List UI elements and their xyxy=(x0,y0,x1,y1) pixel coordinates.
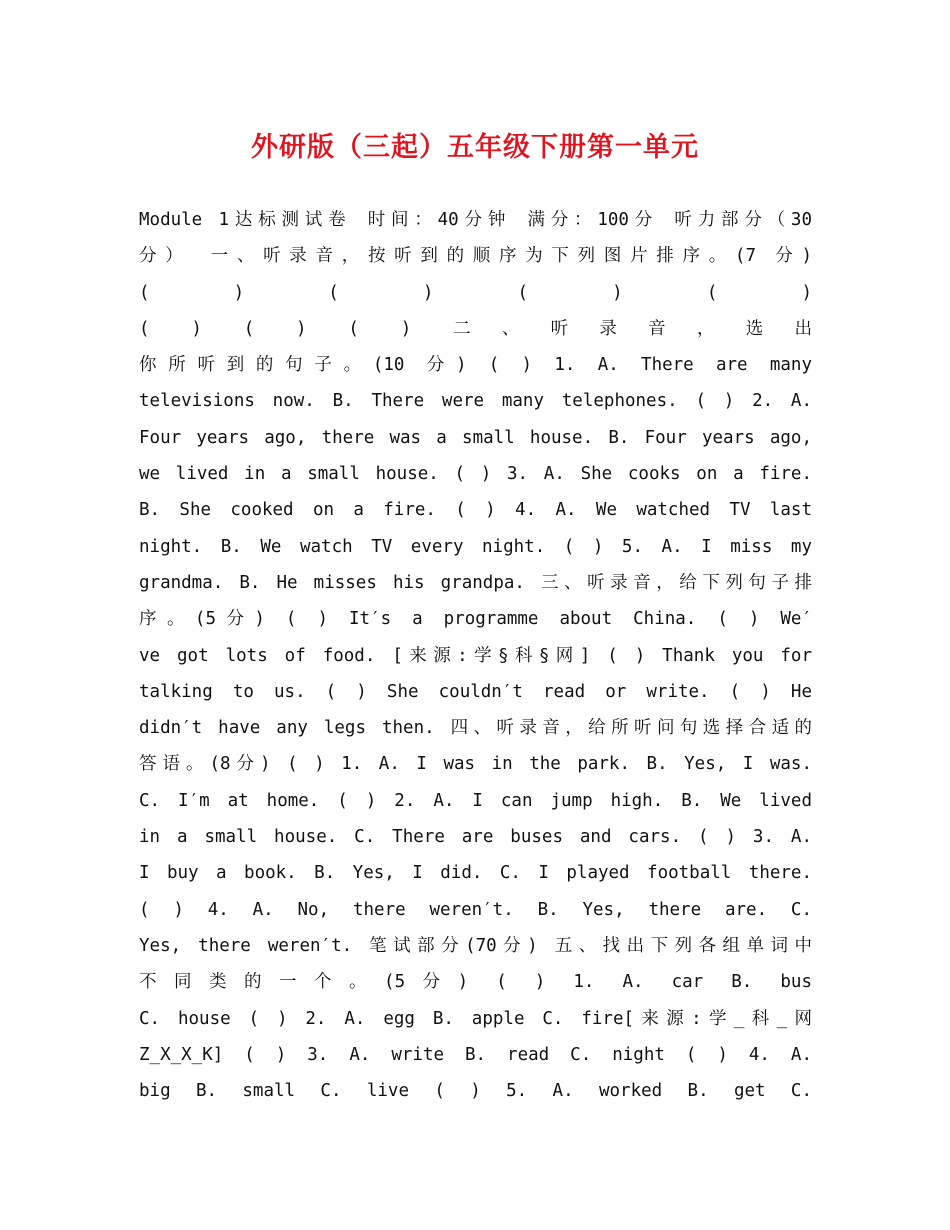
text-line: 分） 一、听录音，按听到的顺序为下列图片排序。(7 分) xyxy=(139,246,812,267)
text-line: C. house ( ) 2. A. egg B. apple C. fire[来源:学_科_网 xyxy=(139,1008,812,1029)
text-line: 你所听到的句子。(10 分) ( ) 1. A. There are many xyxy=(139,355,812,376)
document-body xyxy=(139,202,812,1109)
text-line: grandma. B. He misses his grandpa. 三、听录音，给下列句子排 xyxy=(139,572,812,593)
text-line: 答语。(8分) ( ) 1. A. I was in the park. B. Yes, I was. xyxy=(139,754,812,775)
text-line: 不同类的一个。(5分) ( ) 1. A. car B. bus xyxy=(139,972,812,993)
text-line: night. B. We watch TV every night. ( ) 5. A. I miss my xyxy=(139,536,812,557)
text-line: B. She cooked on a fire. ( ) 4. A. We watched TV last xyxy=(139,500,812,521)
text-line: 序。(5分) ( ) It′s a programme about China. ( ) We′ xyxy=(139,609,812,630)
text-line: big B. small C. live ( ) 5. A. worked B. get C. xyxy=(139,1081,812,1102)
text-line: Module 1达标测试卷 时间：40分钟 满分：100分 听力部分（30 xyxy=(139,210,812,230)
text-line: we lived in a small house. ( ) 3. A. She cooks on a fire. xyxy=(139,464,812,485)
text-line: ( ) 4. A. No, there weren′t. B. Yes, there are. C. xyxy=(139,899,812,920)
text-line: didn′t have any legs then. 四、听录音，给所听问句选择合适的 xyxy=(139,718,812,739)
document-title: 外研版（三起）五年级下册第一单元 xyxy=(251,132,699,163)
text-line: Four years ago, there was a small house. B. Four years ago, xyxy=(139,427,812,448)
text-line: Z_X_X_K] ( ) 3. A. write B. read C. night ( ) 4. A. xyxy=(139,1044,812,1065)
text-line: ( ) ( ) ( ) ( ) xyxy=(139,282,812,303)
text-line: I buy a book. B. Yes, I did. C. I played football there. xyxy=(139,863,812,884)
text-line: televisions now. B. There were many telephones. ( ) 2. A. xyxy=(139,391,812,412)
text-line: ( ) ( ) ( ) 二、听录音，选出 xyxy=(139,318,812,339)
text-line: Yes, there weren′t. 笔试部分(70分) 五、找出下列各组单词中 xyxy=(139,935,812,956)
text-line: C. I′m at home. ( ) 2. A. I can jump high. B. We lived xyxy=(139,790,812,811)
text-line: ve got lots of food. [来源:学§科§网] ( ) Thank you for xyxy=(139,645,812,666)
text-line: talking to us. ( ) She couldn′t read or write. ( ) He xyxy=(139,681,812,702)
text-line: in a small house. C. There are buses and cars. ( ) 3. A. xyxy=(139,827,812,848)
